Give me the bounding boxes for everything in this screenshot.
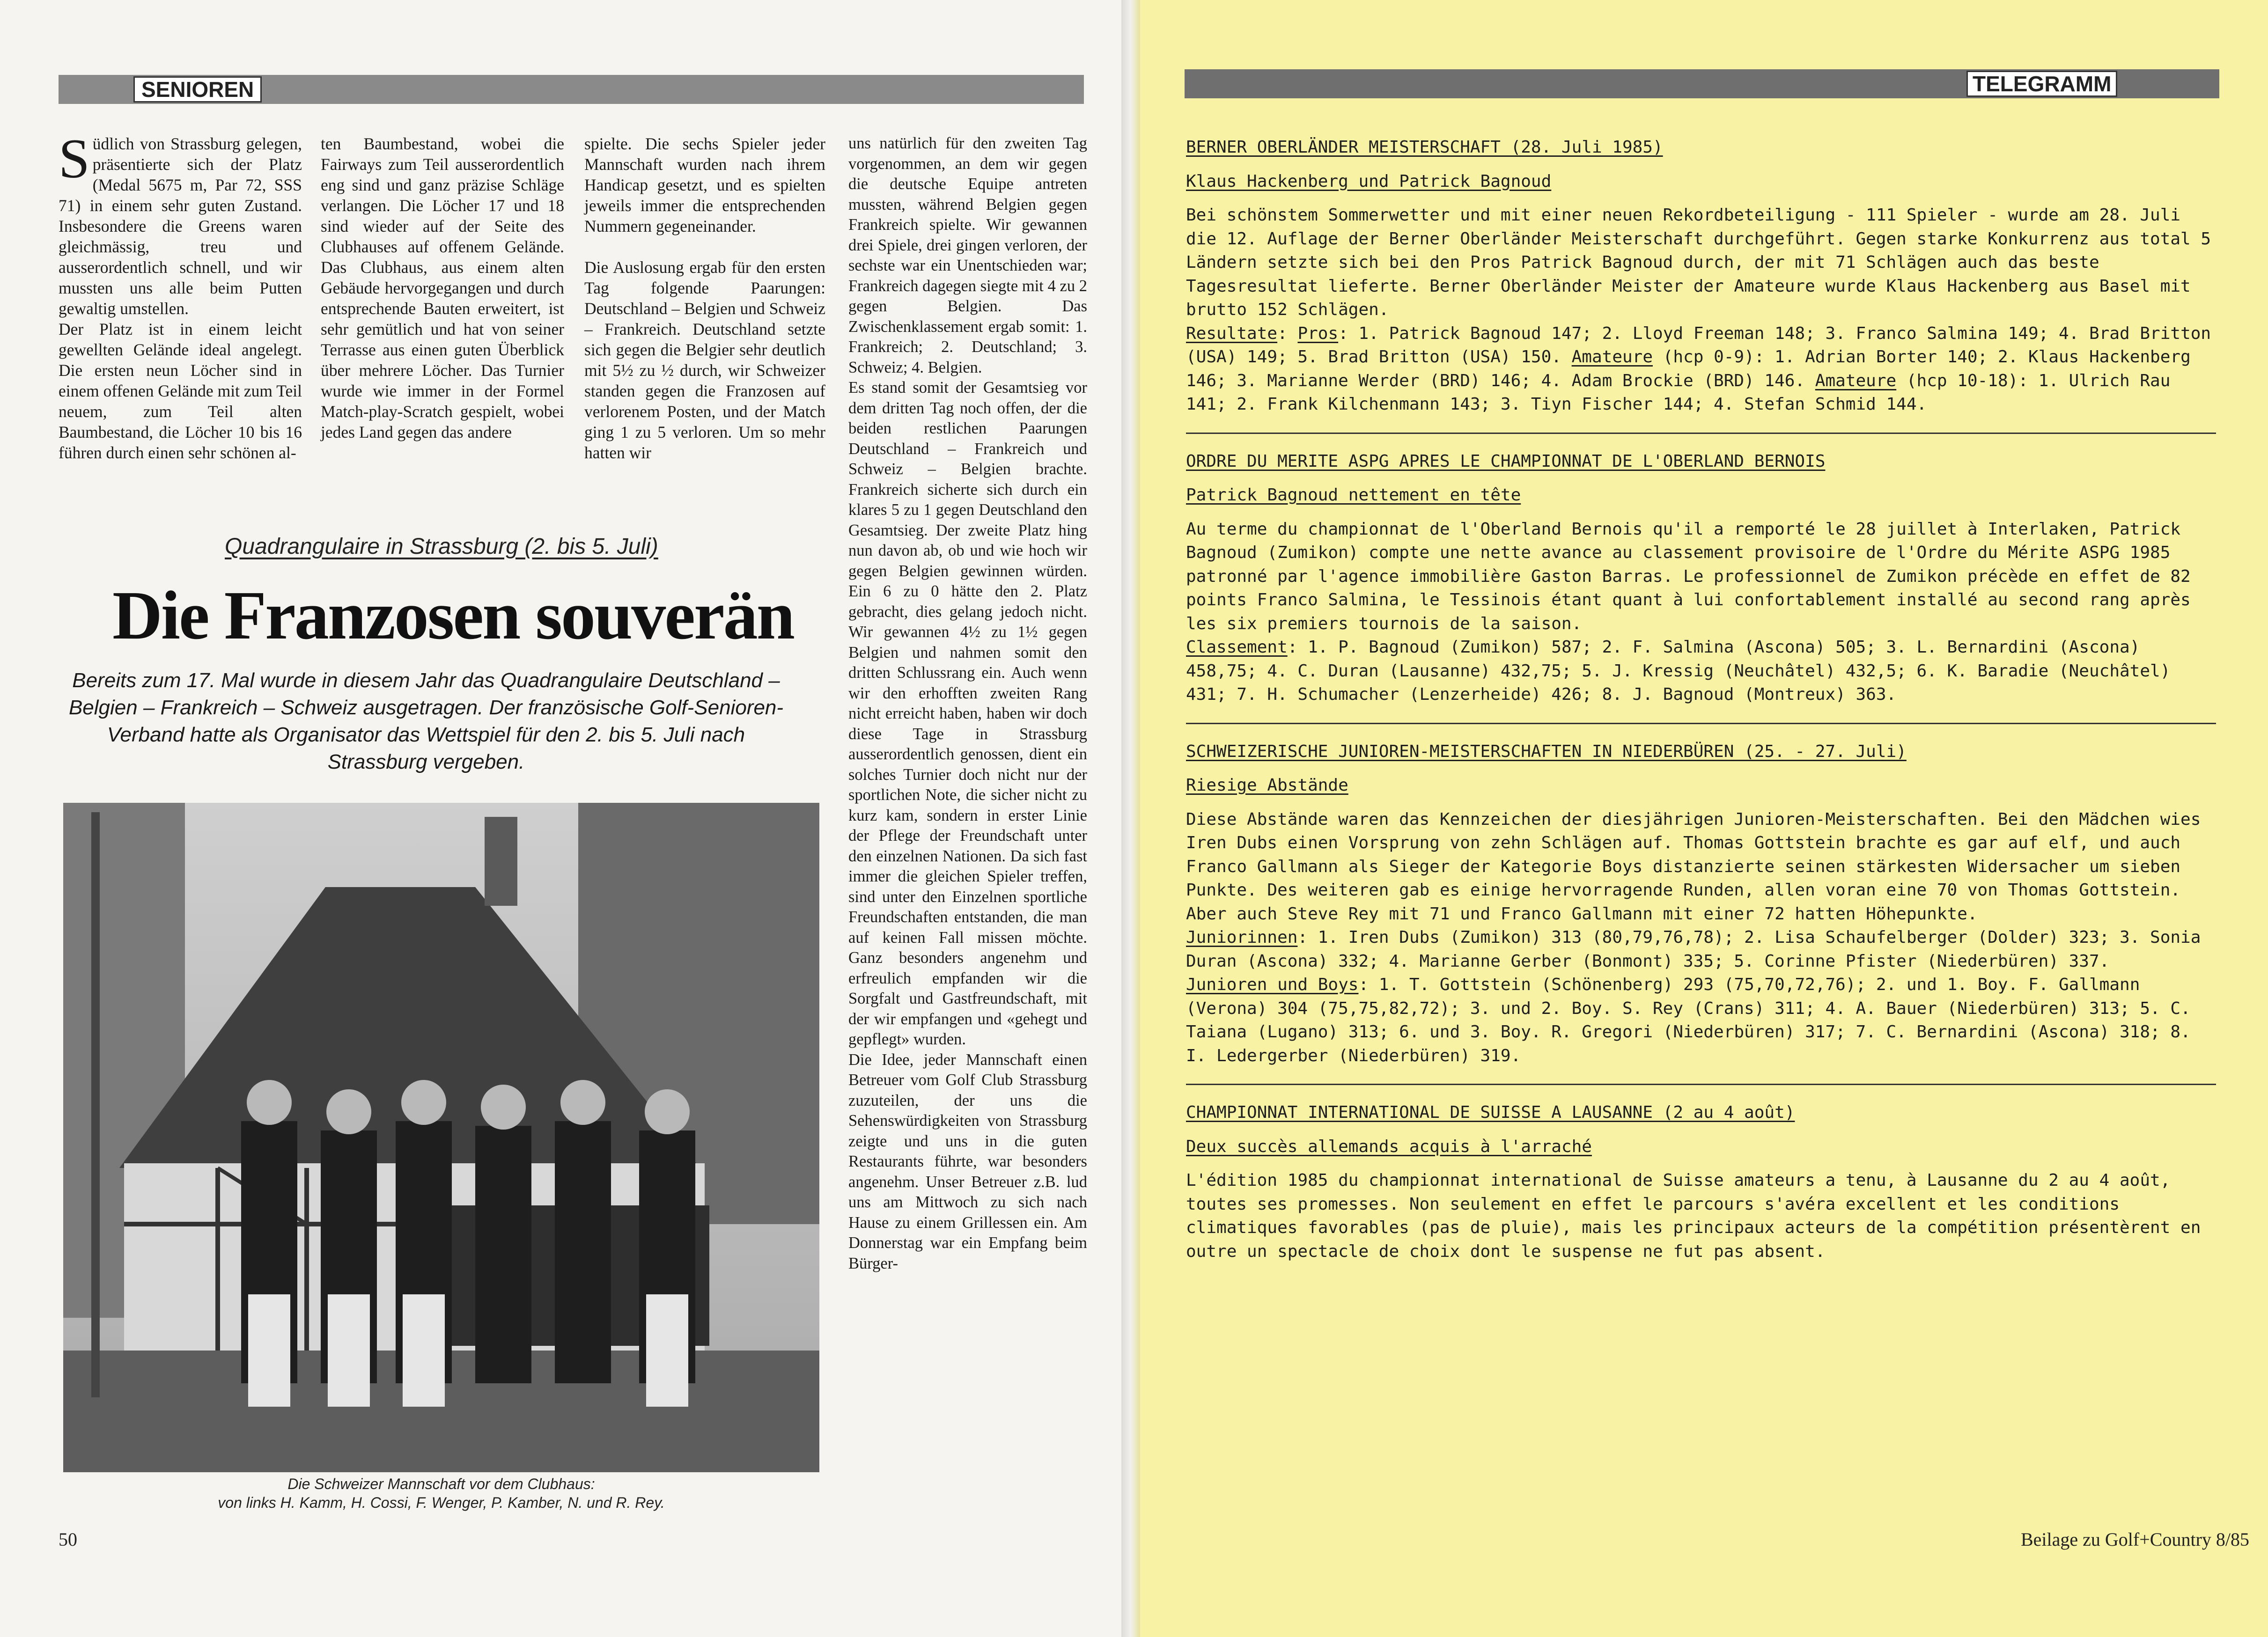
column-text: ten Baumbestand, wobei die Fairways zum Teil ausserordentlich eng sind und ganz präzise Schläge verlangen. Die Löcher 17 und 18 sind wieder auf der Seite des Clubhauses auf offenem Gelände. Das Clubhaus, aus einem alten Gebäude hervorgegangen und durch entsprechende Bauten erweitert, ist sehr gemütlich und hat von seiner Terrasse aus einen guten Überblick über mehrere Löcher. Das Turnier wurde wie immer in der Formel Match-play-Scratch gespielt, wobei jedes Land gegen das andere [321,134,564,441]
telegram-body: Au terme du championnat de l'Oberland Bernois qu'il a remporté le 28 juillet à Interlaken, Patrick Bagnoud (Zumikon) compte une nette avance au classement provisoire de l'Ordre du Mérite ASPG 1985 patronné par l'agence immobilière Gaston Barras. Le professionnel de Zumikon précède en effet de 82 points Franco Salmina, le Tessinois étant quant à lui confortablement installé au second rang après les six premiers tournois de la saison. [1186,519,2191,633]
results-label: Resultate [1186,323,1278,343]
results-text: 1. T. Gottstein (Schönenberg) 293 (75,70,72,76); 2. und 1. Boy. F. Gallmann (Verona) 304 (75,75,82,72); 3. und 2. Boy. S. Rey (Crans) 311; 4. A. Bauer (Niederbüren) 313; 5. C. Taiana (Lugano) 313; 6. und 3. Boy. R. Gregori (Niederbüren) 317; 7. C. Bernardini (Ascona) 318; 8. I. Ledergerber (Niederbüren) 319. [1186,975,2191,1065]
results-text: (hcp 10-18): 1. Ulrich Rau 141; 2. Frank Kilchenmann 143; 3. Tiyn Fischer 144; 4. Stefan Schmid 144. [1186,371,2171,414]
team-photo-drawing [63,803,819,1472]
telegram-content [1186,136,2216,1263]
column-text: spielte. Die sechs Spieler jeder Mannschaft wurden nach ihrem Handicap gesetzt, und es spielten jeweils immer die entsprechenden Nummern gegeneinander. [584,134,825,235]
telegram-heading: CHAMPIONNAT INTERNATIONAL DE SUISSE A LAUSANNE (2 au 4 août) [1186,1103,1795,1122]
column-text: Die Idee, jeder Mannschaft einen Betreuer vom Golf Club Strassburg zuzuteilen, der uns die Sehenswürdigkeiten von Strassburg zeigte und uns in die guten Restaurants führte, war besonders angenehm. Unser Betreuer z.B. lud uns am Mittwoch zu sich nach Hause zu einem Grillessen ein. Am Donnerstag war ein Empfang beim Bürger- [848,1050,1087,1272]
pros-label: Pros [1297,323,1339,343]
results-text: (hcp 0-9): 1. Adrian Borter 140; 2. Klaus Hackenberg 146; 3. Marianne Werder (BRD) 146; 4. Adam Brockie (BRD) 146. [1186,347,2191,390]
results-text: 1. Iren Dubs (Zumikon) 313 (80,79,76,78); 2. Lisa Schaufelberger (Dolder) 323; 3. Sonia Duran (Ascona) 332; 4. Marianne Gerber (Bonmont) 335; 5. Corinne Pfister (Niederbüren) 337. [1186,928,2201,971]
article-column-2 [321,133,564,442]
telegram-results: Classement: 1. P. Bagnoud (Zumikon) 587; 2. F. Salmina (Ascona) 505; 3. L. Bernardini (Ascona) 458,75; 4. C. Duran (Lausanne) 432,75; 5. J. Kressig (Neuchâtel) 432,5; 6. K. Baradie (Neuchâtel) 431; 7. H. Schumacher (Lenzerheide) 426; 8. J. Bagnoud (Montreux) 363. [1186,638,2171,704]
photo-caption [63,1475,819,1512]
article-kicker: Quadrangulaire in Strassburg (2. bis 5. Juli) [225,534,658,559]
telegram-subheading: Klaus Hackenberg und Patrick Bagnoud [1186,171,1552,191]
left-page [0,0,1131,1637]
classement-label: Classement [1186,638,1288,657]
results-text: 1. P. Bagnoud (Zumikon) 587; 2. F. Salmina (Ascona) 505; 3. L. Bernardini (Ascona) 458,75; 4. C. Duran (Lausanne) 432,75; 5. J. Kressig (Neuchâtel) 432,5; 6. K. Baradie (Neuchâtel) 431; 7. H. Schumacher (Lenzerheide) 426; 8. J. Bagnoud (Montreux) 363. [1186,638,2171,704]
divider [1186,723,2216,724]
juniorinnen-label: Juniorinnen [1186,928,1298,947]
drop-cap: S [59,127,90,190]
article-column-4 [848,133,1087,1274]
divider [1186,433,2216,434]
column-text: uns natürlich für den zweiten Tag vorgenommen, an dem wir gegen die deutsche Equipe antreten mussten, während Belgien gegen Frankreich spielte. Wir gewannen drei Spiele, drei gingen verloren, der sechste war ein Unentschieden war; Frankreich dagegen siegte mit 4 zu 2 gegen Belgien. Das Zwischenklassement ergab somit: 1. Frankreich; 2. Deutschland; 3. Schweiz; 4. Belgien. [848,134,1087,376]
column-text: Es stand somit der Gesamtsieg vor dem dritten Tag noch offen, der die beiden restlichen Paarungen Deutschland – Frankreich und Schweiz – Belgien brachte. Frankreich sicherte sich durch ein klares 5 zu 1 gegen Deutschland den Gesamtsieg. Der zweite Platz hing nun davon ab, ob und wie hoch wir gegen Belgien gewinnen würden. Ein 6 zu 0 hätte den 2. Platz gebracht, dies gelang jedoch nicht. Wir gewannen 4½ zu 1½ gegen Belgien und nahmen somit den dritten Schlussrang ein. Auch wenn wir den erhofften zweiten Rang nicht erreicht haben, haben wir doch diese Tage in Strassburg ausserordentlich genossen, dient ein solches Turnier doch nicht nur der sportlichen Note, die sicher nicht zu kurz kam, sondern in erster Linie der Pflege der Freundschaft unter den einzelnen Nationen. Da sich fast immer die gleichen Spieler treffen, sind unter den Einzelnen sportliche Freundschaften entstanden, die man auf keinen Fall missen möchte. Ganz besonders angenehm und erfreulich empfanden wir die Sorgfalt und Gastfreundschaft, mit der wir empfangen und «gehegt und gepflegt» wurden. [848,379,1087,1048]
page-gutter [1121,0,1140,1637]
caption-line: Die Schweizer Mannschaft vor dem Clubhaus: [287,1476,595,1492]
divider [1186,1084,2216,1085]
page-number: 50 [59,1529,77,1550]
caption-line: von links H. Kamm, H. Cossi, F. Wenger, P. Kamber, N. und R. Rey. [218,1494,665,1511]
telegram-subheading: Deux succès allemands acquis à l'arraché [1186,1137,1592,1156]
amateurs-label: Amateure [1571,347,1653,367]
section-label: SENIOREN [133,76,262,103]
telegram-results: Juniorinnen: 1. Iren Dubs (Zumikon) 313 (80,79,76,78); 2. Lisa Schaufelberger (Dolder) 323; 3. Sonia Duran (Ascona) 332; 4. Marianne Gerber (Bonmont) 335; 5. Corinne Pfister (Niederbüren) 337. [1186,928,2201,971]
results-text: 1. Patrick Bagnoud 147; 2. Lloyd Freeman 148; 3. Franco Salmina 149; 4. Brad Britton (USA) 149; 5. Brad Britton (USA) 150. [1186,323,2211,367]
section-label: TELEGRAMM [1966,71,2117,97]
telegram-heading: SCHWEIZERISCHE JUNIOREN-MEISTERSCHAFTEN IN NIEDERBÜREN (25. - 27. Juli) [1186,741,1907,761]
telegram-subheading: Riesige Abstände [1186,776,1348,795]
telegram-heading: BERNER OBERLÄNDER MEISTERSCHAFT (28. Juli 1985) [1186,138,1663,157]
page-footer: Beilage zu Golf+Country 8/85 [2020,1529,2249,1550]
telegram-body: L'édition 1985 du championnat international de Suisse amateurs a tenu, à Lausanne du 2 au 4 août, toutes ses promesses. Non seulement en effet le parcours s'avéra excellent et les conditions climatiques favorables (pas de pluie), mais les principaux acteurs de la compétition présentèrent en outre un spectacle de choix dont le suspense ne fut pas absent. [1186,1171,2201,1261]
telegram-results: Resultate: Pros: 1. Patrick Bagnoud 147; 2. Lloyd Freeman 148; 3. Franco Salmina 149; 4. Brad Britton (USA) 149; 5. Brad Britton (USA) 150. Amateure (hcp 0-9): 1. Adrian Borter 140; 2. Klaus Hackenberg 146; 3. Marianne Werder (BRD) 146; 4. Adam Brockie (BRD) 146. Amateure (hcp 10-18): 1. Ulrich Rau 141; 2. Frank Kilchenmann 143; 3. Tiyn Fischer 144; 4. Stefan Schmid 144. [1186,323,2211,414]
telegram-body: Diese Abstände waren das Kennzeichen der diesjährigen Junioren-Meisterschaften. Bei den Mädchen wies Iren Dubs einen Vorsprung von zehn Schlägen auf. Thomas Gottstein brachte es gar auf elf, und auch Franco Gallmann als Sieger der Kategorie Boys distanzierte seinen stärkesten Widersacher um sieben Punkte. Des weiteren gab es einige hervorragende Runden, allen voran eine 70 von Thomas Gottstein. Aber auch Steve Rey mit 71 und Franco Gallmann mit einer 72 hatten Höhepunkte. [1186,809,2201,924]
amateurs-label: Amateure [1815,371,1897,390]
right-page [1131,0,2268,1637]
column-text: Der Platz ist in einem leicht gewellten Gelände ideal angelegt. Die ersten neun Löcher sind in einem offenen Gelände mit zum Teil neuem, zum Teil alten Baumbestand, die Löcher 10 bis 16 führen durch einen sehr schönen al- [59,320,302,462]
column-text: Die Auslosung ergab für den ersten Tag folgende Paarungen: Deutschland – Belgien und Schweiz – Frankreich. Deutschland setzte sich gegen die Belgier sehr deutlich mit 5½ zu ½ durch, wir Schweizer standen gegen die Franzosen auf verlorenem Posten, und der Match ging 1 zu 5 verloren. Um so mehr hatten wir [584,258,825,462]
boys-label: Junioren und Boys [1186,975,1359,994]
team-photo [63,803,819,1472]
telegram-subheading: Patrick Bagnoud nettement en tête [1186,485,1521,505]
telegram-results: Junioren und Boys: 1. T. Gottstein (Schönenberg) 293 (75,70,72,76); 2. und 1. Boy. F. Gallmann (Verona) 304 (75,75,82,72); 3. und 2. Boy. S. Rey (Crans) 311; 4. A. Bauer (Niederbüren) 313; 5. C. Taiana (Lugano) 313; 6. und 3. Boy. R. Gregori (Niederbüren) 317; 7. C. Bernardini (Ascona) 318; 8. I. Ledergerber (Niederbüren) 319. [1186,975,2191,1065]
column-text: üdlich von Strassburg gelegen, präsentierte sich der Platz (Medal 5675 m, Par 72, SSS 71) in einem sehr guten Zustand. Insbesondere die Greens waren gleichmässig, treu und ausserordentlich schnell, und wir mussten uns alle beim Putten gewaltig umstellen. [59,134,302,318]
article-column-1 [59,127,302,463]
article-column-3 [584,133,825,463]
telegram-heading: ORDRE DU MERITE ASPG APRES LE CHAMPIONNAT DE L'OBERLAND BERNOIS [1186,451,1826,471]
article-lead: Bereits zum 17. Mal wurde in diesem Jahr das Quadrangulaire Deutschland – Belgien – Frankreich – Schweiz ausgetragen. Der französische Golf-Senioren-Verband hatte als Organisator das Wettspiel für den 2. bis 5. Juli nach Strassburg vergeben. [68,669,784,773]
article-headline: Die Franzosen souverän [112,577,794,654]
telegram-body: Bei schönstem Sommerwetter und mit einer neuen Rekordbeteiligung - 111 Spieler - wurde am 28. Juli die 12. Auflage der Berner Oberländer Meisterschaft durchgeführt. Gegen starke Konkurrenz aus total 5 Ländern setzte sich bei den Pros Patrick Bagnoud durch, der mit 71 Schlägen auch das beste Tagesresultat lieferte. Berner Oberländer Meister der Amateure wurde Klaus Hackenberg aus Basel mit brutto 152 Schlägen. [1186,206,2211,319]
